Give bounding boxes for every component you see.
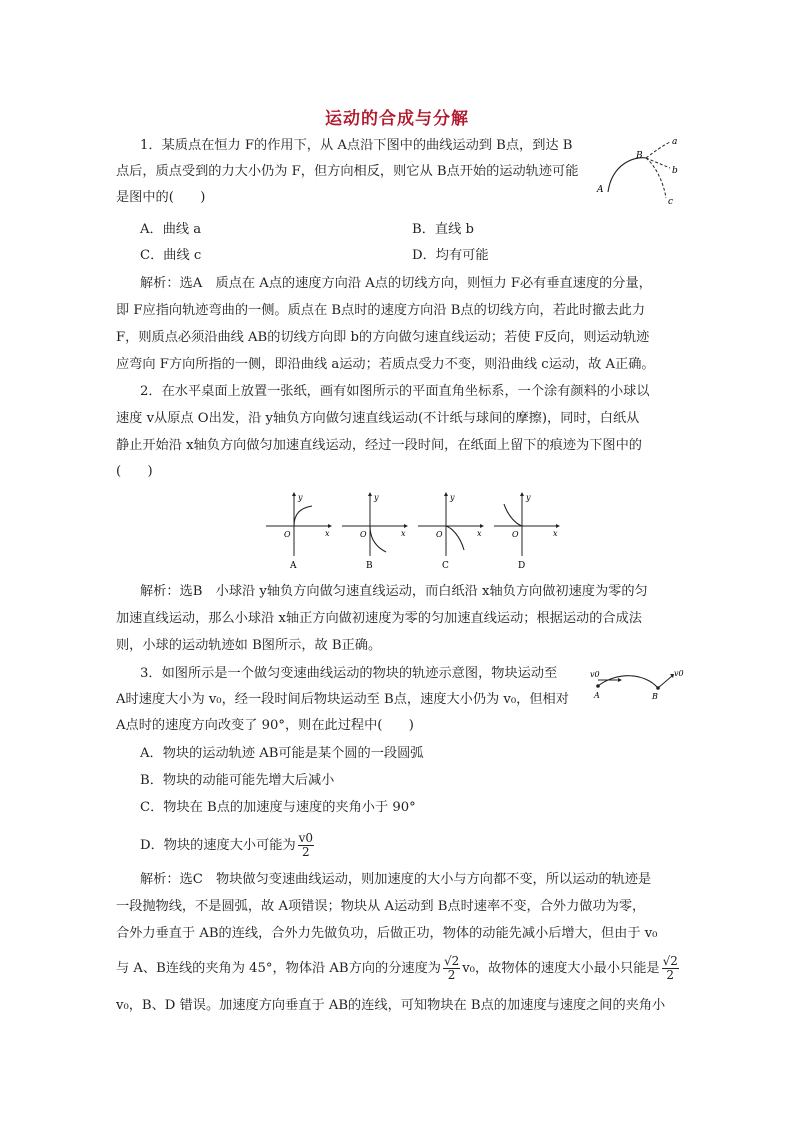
q3-label-v0-b: v0: [674, 669, 684, 678]
q1-option-c: C．曲线 c: [140, 248, 202, 263]
q3-figure: [586, 666, 690, 706]
q2-line-1: 2．在水平桌面上放置一张纸，画有如图所示的平面直角坐标系，一个涂有颜料的小球以: [140, 384, 650, 399]
svg-text:O: O: [360, 530, 367, 539]
q3-option-d-fraction: $\frac{v0}{2}$: [298, 831, 314, 859]
q2-graph-b: [342, 492, 408, 571]
svg-text:B: B: [366, 561, 373, 571]
svg-text:C: C: [442, 561, 449, 571]
q3-option-d-text: D．物块的速度大小可能为: [140, 838, 296, 853]
q3-label-a: A: [594, 691, 600, 700]
q3-option-d: [140, 832, 316, 859]
svg-text:y: y: [526, 493, 531, 502]
q2-analysis-2: 加速直线运动，那么小球沿 x轴正方向做初速度为零的匀加速直线运动；根据运动的合成法: [116, 611, 642, 626]
svg-text:A: A: [290, 561, 297, 571]
svg-text:y: y: [374, 493, 379, 502]
svg-text:y: y: [298, 493, 303, 502]
q3-label-b: B: [652, 692, 658, 701]
q3-line-1: 3．如图所示是一个做匀变速曲线运动的物块的轨迹示意图，物块运动至: [140, 666, 558, 681]
q3-option-c: C．物块在 B点的加速度与速度的夹角小于 90°: [140, 800, 416, 815]
q3-label-v0-a: v0: [590, 670, 600, 679]
q1-label-b-point: B: [636, 151, 643, 161]
q1-analysis-1: 解析：选A 质点在 A点的速度方向沿 A点的切线方向，则恒力 F必有垂直速度的分量，: [140, 276, 652, 291]
q2-line-4: ( ): [116, 464, 153, 479]
q2-graph-c: [418, 492, 484, 571]
q3-sqrt-fraction-2: $\frac{√2}{2}$: [662, 954, 678, 982]
q1-option-a: A．曲线 a: [140, 222, 202, 237]
svg-text:x: x: [477, 529, 482, 538]
svg-text:D: D: [518, 561, 526, 571]
svg-text:x: x: [553, 529, 558, 538]
q3-analysis-3: 合外力垂直于 AB的连线，合外力先做负功，后做正功，物体的动能先减小后增大，但由于 v₀: [116, 926, 658, 941]
q1-analysis-2: 即 F应指向轨迹弯曲的一侧。质点在 B点时的速度方向沿 B点的切线方向，若此时撤去此力: [116, 303, 646, 318]
q1-label-a-point: A: [597, 185, 604, 195]
q1-analysis-4: 应弯向 F方向所指的一侧，即沿曲线 a运动；若质点受力不变，则沿曲线 c运动，故 A正确。: [116, 357, 655, 372]
svg-text:O: O: [436, 530, 443, 539]
q3-analysis-4: 与 A、B连线的夹角为 45°，物体沿 AB方向的分速度为 $\frac{√2}{2}$ v₀，故物体的速度大小最小只能是 $\frac{√2}{2}$: [116, 954, 678, 982]
q2-analysis-1: 解析：选B 小球沿 y轴负方向做匀速直线运动，而白纸沿 x轴负方向做初速度为零的匀: [140, 584, 648, 599]
q3-sqrt-fraction-1: $\frac{√2}{2}$: [443, 954, 460, 982]
q1-line-1: 1．某质点在恒力 F的作用下，从 A点沿下图中的曲线运动到 B点，到达 B: [140, 138, 573, 153]
page-title: 运动的合成与分解: [325, 109, 469, 129]
q2-graph-d: [494, 492, 560, 571]
q1-option-b: B．直线 b: [412, 222, 474, 237]
svg-text:O: O: [284, 530, 291, 539]
q3-option-a: A．物块的运动轨迹 AB可能是某个圆的一段圆弧: [140, 746, 424, 761]
svg-text:y: y: [450, 493, 455, 502]
q1-line-2: 点后，质点受到的力大小仍为 F，但方向相反，则它从 B点开始的运动轨迹可能: [116, 164, 579, 179]
q1-label-curve-c: c: [668, 197, 674, 207]
q1-option-d: D．均有可能: [412, 248, 489, 263]
q1-figure: [594, 134, 684, 208]
q3-line-2: A时速度大小为 v₀，经一段时间后物块运动至 B点，速度大小仍为 v₀，但相对: [116, 692, 569, 707]
svg-text:x: x: [325, 529, 330, 538]
q3-analysis-2: 一段抛物线，不是圆弧，故 A项错误；物块从 A运动到 B点时速率不变，合外力做功为零，: [116, 899, 646, 914]
q1-label-line-b: b: [672, 166, 678, 176]
q3-analysis-1: 解析：选C 物块做匀变速曲线运动，则加速度的大小与方向都不变，所以运动的轨迹是: [140, 872, 652, 887]
q2-line-3: 静止开始沿 x轴负方向做匀加速直线运动，经过一段时间，在纸面上留下的痕迹为下图中的: [116, 438, 642, 453]
q3-line-3: A点时的速度方向改变了 90°，则在此过程中( ): [116, 718, 414, 733]
q2-line-2: 速度 v从原点 O出发，沿 y轴负方向做匀速直线运动(不计纸与球间的摩擦)，同时，白纸从: [116, 411, 640, 426]
q3-option-b: B．物块的动能可能先增大后减小: [140, 773, 335, 788]
q2-graph-a: [266, 492, 332, 571]
q1-label-curve-a: a: [672, 137, 678, 147]
svg-text:O: O: [512, 530, 519, 539]
q1-line-3: 是图中的( ): [116, 190, 206, 205]
q2-figure: [262, 490, 562, 572]
svg-text:x: x: [401, 529, 406, 538]
q3-analysis-5: v₀，B、D 错误。加速度方向垂直于 AB的连线，可知物块在 B点的加速度与速度之间的夹角小: [116, 998, 666, 1013]
q2-analysis-3: 则，小球的运动轨迹如 B图所示，故 B正确。: [116, 638, 382, 653]
q1-analysis-3: F，则质点必须沿曲线 AB的切线方向即 b的方向做匀速直线运动；若使 F反向，则运动轨迹: [116, 330, 650, 345]
